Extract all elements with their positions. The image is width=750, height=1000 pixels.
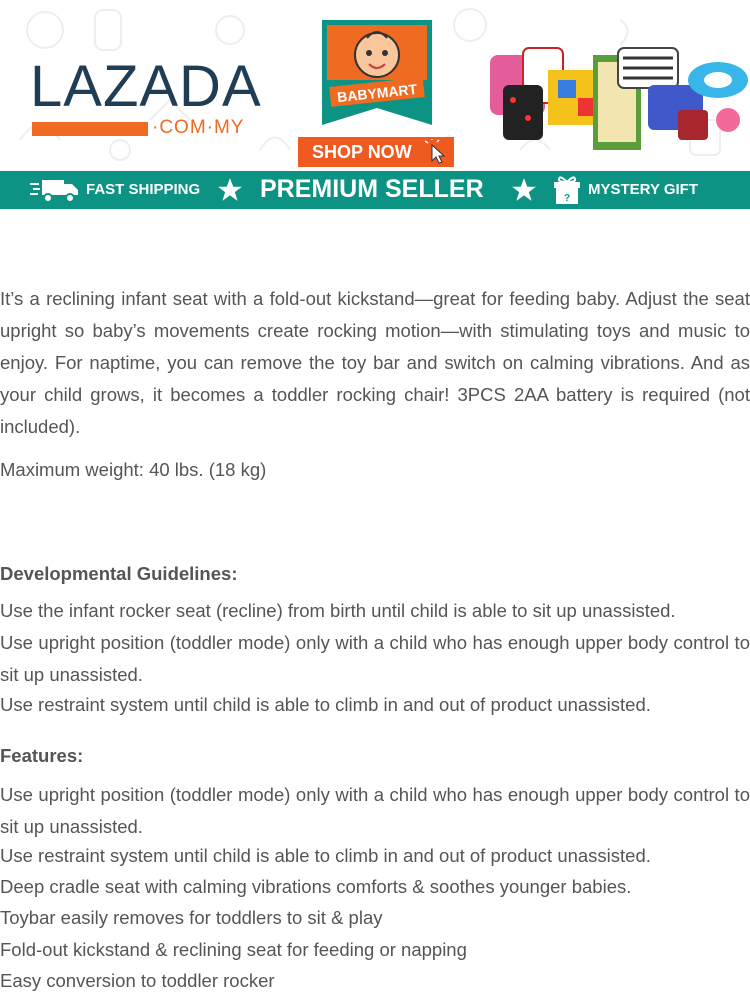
store-banner[interactable] xyxy=(0,0,750,210)
feature-item: Toybar easily removes for toddlers to sit & play xyxy=(0,907,383,928)
star-icon xyxy=(216,177,244,203)
feature-item: Deep cradle seat with calming vibrations comforts & soothes younger babies. xyxy=(0,876,632,897)
pointer-cursor-icon xyxy=(424,139,450,165)
lazada-logo[interactable] xyxy=(30,54,262,138)
features-heading: Features: xyxy=(0,745,84,766)
seller-perks-strip xyxy=(0,171,750,209)
star-icon xyxy=(510,177,538,203)
description-intro: It’s a reclining infant seat with a fold-out kickstand—great for feeding baby. Adjust the seat upright so baby’s movements create rocking motion—with stimulating toys and music to enjoy. For naptime, you can remove the toy bar and switch on calming vibrations. And as your child grows, it becomes a toddler rocking chair! 3PCS 2AA battery is required (not included). xyxy=(0,288,750,437)
shop-now-button[interactable] xyxy=(298,137,454,167)
logo-orange-bar xyxy=(32,122,148,136)
guideline-item: Use the infant rocker seat (recline) from birth until child is able to sit up unassisted. xyxy=(0,600,676,621)
guideline-item: Use restraint system until child is able to climb in and out of product unassisted. xyxy=(0,694,651,715)
gift-box-icon xyxy=(553,174,581,206)
logo-wordmark: LAZADA xyxy=(30,54,262,119)
baby-products-collage xyxy=(478,40,750,155)
max-weight-text: Maximum weight: 40 lbs. (18 kg) xyxy=(0,459,267,480)
feature-item: Use restraint system until child is able to climb in and out of product unassisted. xyxy=(0,845,651,866)
feature-item: Fold-out kickstand & reclining seat for feeding or napping xyxy=(0,939,467,960)
logo-domain: ·COM·MY xyxy=(152,117,245,138)
product-description xyxy=(0,283,750,480)
babymart-label: BABYMART xyxy=(336,80,418,106)
babymart-logo[interactable] xyxy=(322,20,432,135)
feature-item: Use upright position (toddler mode) only with a child who has enough upper body control to sit up unassisted. xyxy=(0,784,750,837)
shop-now-label: SHOP NOW xyxy=(312,141,412,162)
premium-seller-label: PREMIUM SELLER xyxy=(260,175,484,203)
feature-item: Easy conversion to toddler rocker xyxy=(0,970,275,991)
guideline-item: Use upright position (toddler mode) only with a child who has enough upper body control to sit up unassisted. xyxy=(0,632,750,685)
delivery-truck-icon xyxy=(30,176,80,204)
fast-shipping-label: FAST SHIPPING xyxy=(86,181,201,198)
guidelines-heading: Developmental Guidelines: xyxy=(0,563,238,584)
mystery-gift-label: MYSTERY GIFT xyxy=(588,181,699,198)
svg-text:?: ? xyxy=(563,193,571,204)
